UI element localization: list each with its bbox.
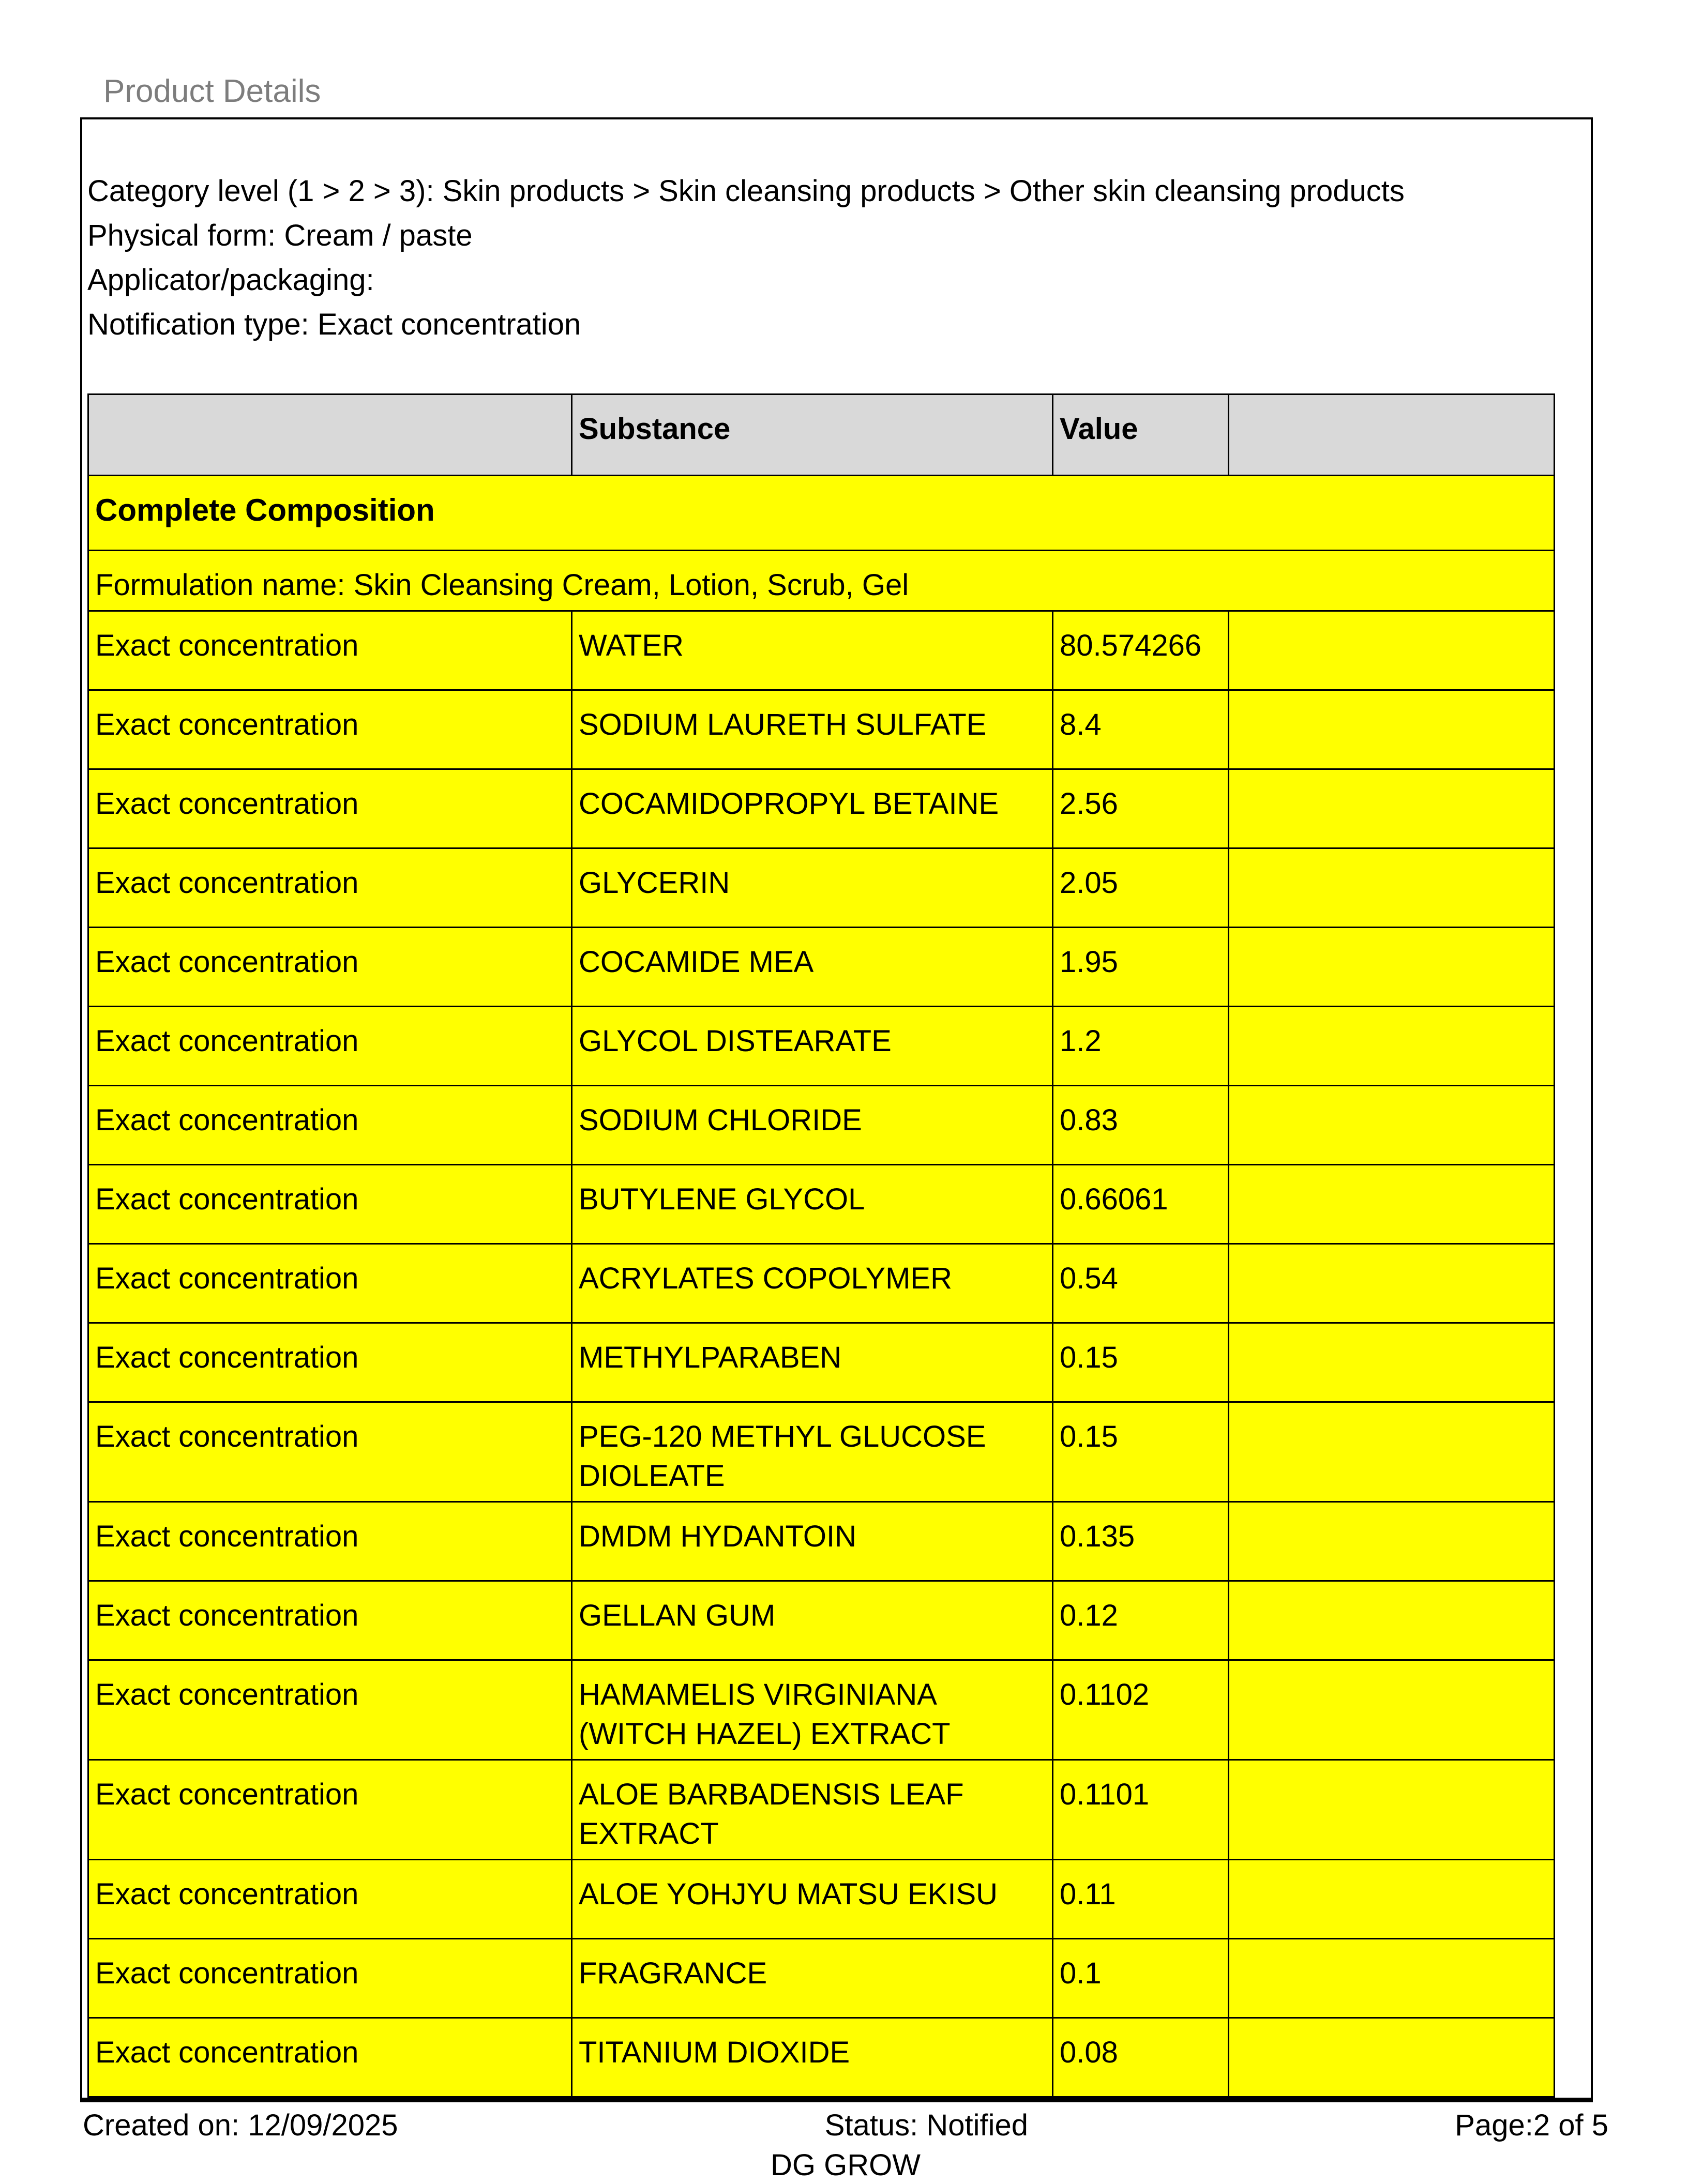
row-type-cell: Exact concentration: [88, 848, 572, 928]
value-cell: 2.05: [1053, 848, 1229, 928]
empty-cell: [1229, 2018, 1555, 2097]
composition-row: [88, 1086, 1555, 1165]
page-title: Product Details: [103, 73, 321, 109]
row-type-cell: Exact concentration: [88, 1402, 572, 1502]
row-type-cell: Exact concentration: [88, 1939, 572, 2018]
substance-cell: HAMAMELIS VIRGINIANA (WITCH HAZEL) EXTRACT: [572, 1660, 1053, 1760]
row-type-cell: Exact concentration: [88, 928, 572, 1007]
value-cell: 0.1: [1053, 1939, 1229, 2018]
column-header-extra: [1229, 395, 1555, 476]
row-type-cell: Exact concentration: [88, 2018, 572, 2097]
empty-cell: [1229, 1244, 1555, 1323]
formulation-name-row: [88, 551, 1555, 611]
substance-cell: WATER: [572, 611, 1053, 690]
row-type-cell: Exact concentration: [88, 1660, 572, 1760]
value-cell: 0.08: [1053, 2018, 1229, 2097]
value-cell: 80.574266: [1053, 611, 1229, 690]
product-details-box: [80, 117, 1593, 2102]
column-header-value: Value: [1053, 395, 1229, 476]
value-cell: 0.54: [1053, 1244, 1229, 1323]
footer-page-number: Page:2 of 5: [1455, 2109, 1608, 2142]
value-cell: 0.1102: [1053, 1660, 1229, 1760]
empty-cell: [1229, 1860, 1555, 1939]
substance-cell: TITANIUM DIOXIDE: [572, 2018, 1053, 2097]
composition-row: [88, 848, 1555, 928]
value-cell: 8.4: [1053, 690, 1229, 769]
substance-cell: FRAGRANCE: [572, 1939, 1053, 2018]
composition-row: [88, 1760, 1555, 1860]
value-cell: 1.2: [1053, 1007, 1229, 1086]
composition-row: [88, 1860, 1555, 1939]
value-cell: 0.11: [1053, 1860, 1229, 1939]
composition-row: [88, 2018, 1555, 2097]
footer-row: [83, 2107, 1608, 2144]
substance-cell: COCAMIDOPROPYL BETAINE: [572, 769, 1053, 848]
composition-row: [88, 1323, 1555, 1402]
substance-cell: ACRYLATES COPOLYMER: [572, 1244, 1053, 1323]
value-cell: 1.95: [1053, 928, 1229, 1007]
physical-form-line: Physical form: Cream / paste: [87, 219, 473, 252]
formulation-name: Formulation name: Skin Cleansing Cream, Lotion, Scrub, Gel: [88, 551, 1555, 611]
value-cell: 0.1101: [1053, 1760, 1229, 1860]
composition-row: [88, 690, 1555, 769]
value-cell: 0.135: [1053, 1502, 1229, 1581]
empty-cell: [1229, 928, 1555, 1007]
substance-cell: PEG-120 METHYL GLUCOSE DIOLEATE: [572, 1402, 1053, 1502]
column-header-type: [88, 395, 572, 476]
value-cell: 0.15: [1053, 1402, 1229, 1502]
row-type-cell: Exact concentration: [88, 1007, 572, 1086]
column-header-substance: Substance: [572, 395, 1053, 476]
composition-row: [88, 1165, 1555, 1244]
composition-row: [88, 769, 1555, 848]
row-type-cell: Exact concentration: [88, 1323, 572, 1402]
empty-cell: [1229, 1007, 1555, 1086]
value-cell: 2.56: [1053, 769, 1229, 848]
product-info-block: [87, 169, 1591, 347]
substance-cell: GLYCERIN: [572, 848, 1053, 928]
value-cell: 0.66061: [1053, 1165, 1229, 1244]
row-type-cell: Exact concentration: [88, 769, 572, 848]
category-level-line: Category level (1 > 2 > 3): Skin products > Skin cleansing products > Other skin cleansing products: [87, 174, 1405, 208]
empty-cell: [1229, 1760, 1555, 1860]
row-type-cell: Exact concentration: [88, 1086, 572, 1165]
row-type-cell: Exact concentration: [88, 1860, 572, 1939]
substance-cell: ALOE BARBADENSIS LEAF EXTRACT: [572, 1760, 1053, 1860]
empty-cell: [1229, 1402, 1555, 1502]
row-type-cell: Exact concentration: [88, 1502, 572, 1581]
empty-cell: [1229, 1086, 1555, 1165]
empty-cell: [1229, 1502, 1555, 1581]
empty-cell: [1229, 769, 1555, 848]
composition-row: [88, 1402, 1555, 1502]
substance-cell: METHYLPARABEN: [572, 1323, 1053, 1402]
composition-row: [88, 1660, 1555, 1760]
substance-cell: GLYCOL DISTEARATE: [572, 1007, 1053, 1086]
composition-table: [87, 393, 1555, 2098]
composition-row: [88, 1502, 1555, 1581]
value-cell: 0.12: [1053, 1581, 1229, 1660]
composition-row: [88, 1007, 1555, 1086]
section-title: Complete Composition: [88, 476, 1555, 551]
composition-row: [88, 928, 1555, 1007]
row-type-cell: Exact concentration: [88, 1244, 572, 1323]
empty-cell: [1229, 1581, 1555, 1660]
empty-cell: [1229, 1660, 1555, 1760]
value-cell: 0.15: [1053, 1323, 1229, 1402]
composition-row: [88, 1581, 1555, 1660]
composition-row: [88, 1244, 1555, 1323]
footer-created-on: Created on: 12/09/2025: [83, 2109, 398, 2142]
empty-cell: [1229, 848, 1555, 928]
empty-cell: [1229, 611, 1555, 690]
row-type-cell: Exact concentration: [88, 1760, 572, 1860]
row-type-cell: Exact concentration: [88, 690, 572, 769]
applicator-packaging-line: Applicator/packaging:: [87, 263, 374, 297]
substance-cell: ALOE YOHJYU MATSU EKISU: [572, 1860, 1053, 1939]
composition-row: [88, 1939, 1555, 2018]
empty-cell: [1229, 1165, 1555, 1244]
row-type-cell: Exact concentration: [88, 1581, 572, 1660]
substance-cell: SODIUM CHLORIDE: [572, 1086, 1053, 1165]
row-type-cell: Exact concentration: [88, 1165, 572, 1244]
section-title-row: [88, 476, 1555, 551]
substance-cell: BUTYLENE GLYCOL: [572, 1165, 1053, 1244]
composition-row: [88, 611, 1555, 690]
empty-cell: [1229, 690, 1555, 769]
footer-status: Status: Notified: [824, 2109, 1029, 2142]
substance-cell: DMDM HYDANTOIN: [572, 1502, 1053, 1581]
empty-cell: [1229, 1323, 1555, 1402]
substance-cell: GELLAN GUM: [572, 1581, 1053, 1660]
footer-organisation: DG GROW: [771, 2148, 921, 2182]
substance-cell: COCAMIDE MEA: [572, 928, 1053, 1007]
empty-cell: [1229, 1939, 1555, 2018]
value-cell: 0.83: [1053, 1086, 1229, 1165]
row-type-cell: Exact concentration: [88, 611, 572, 690]
notification-type-line: Notification type: Exact concentration: [87, 308, 581, 341]
substance-cell: SODIUM LAURETH SULFATE: [572, 690, 1053, 769]
table-header-row: [88, 395, 1555, 476]
